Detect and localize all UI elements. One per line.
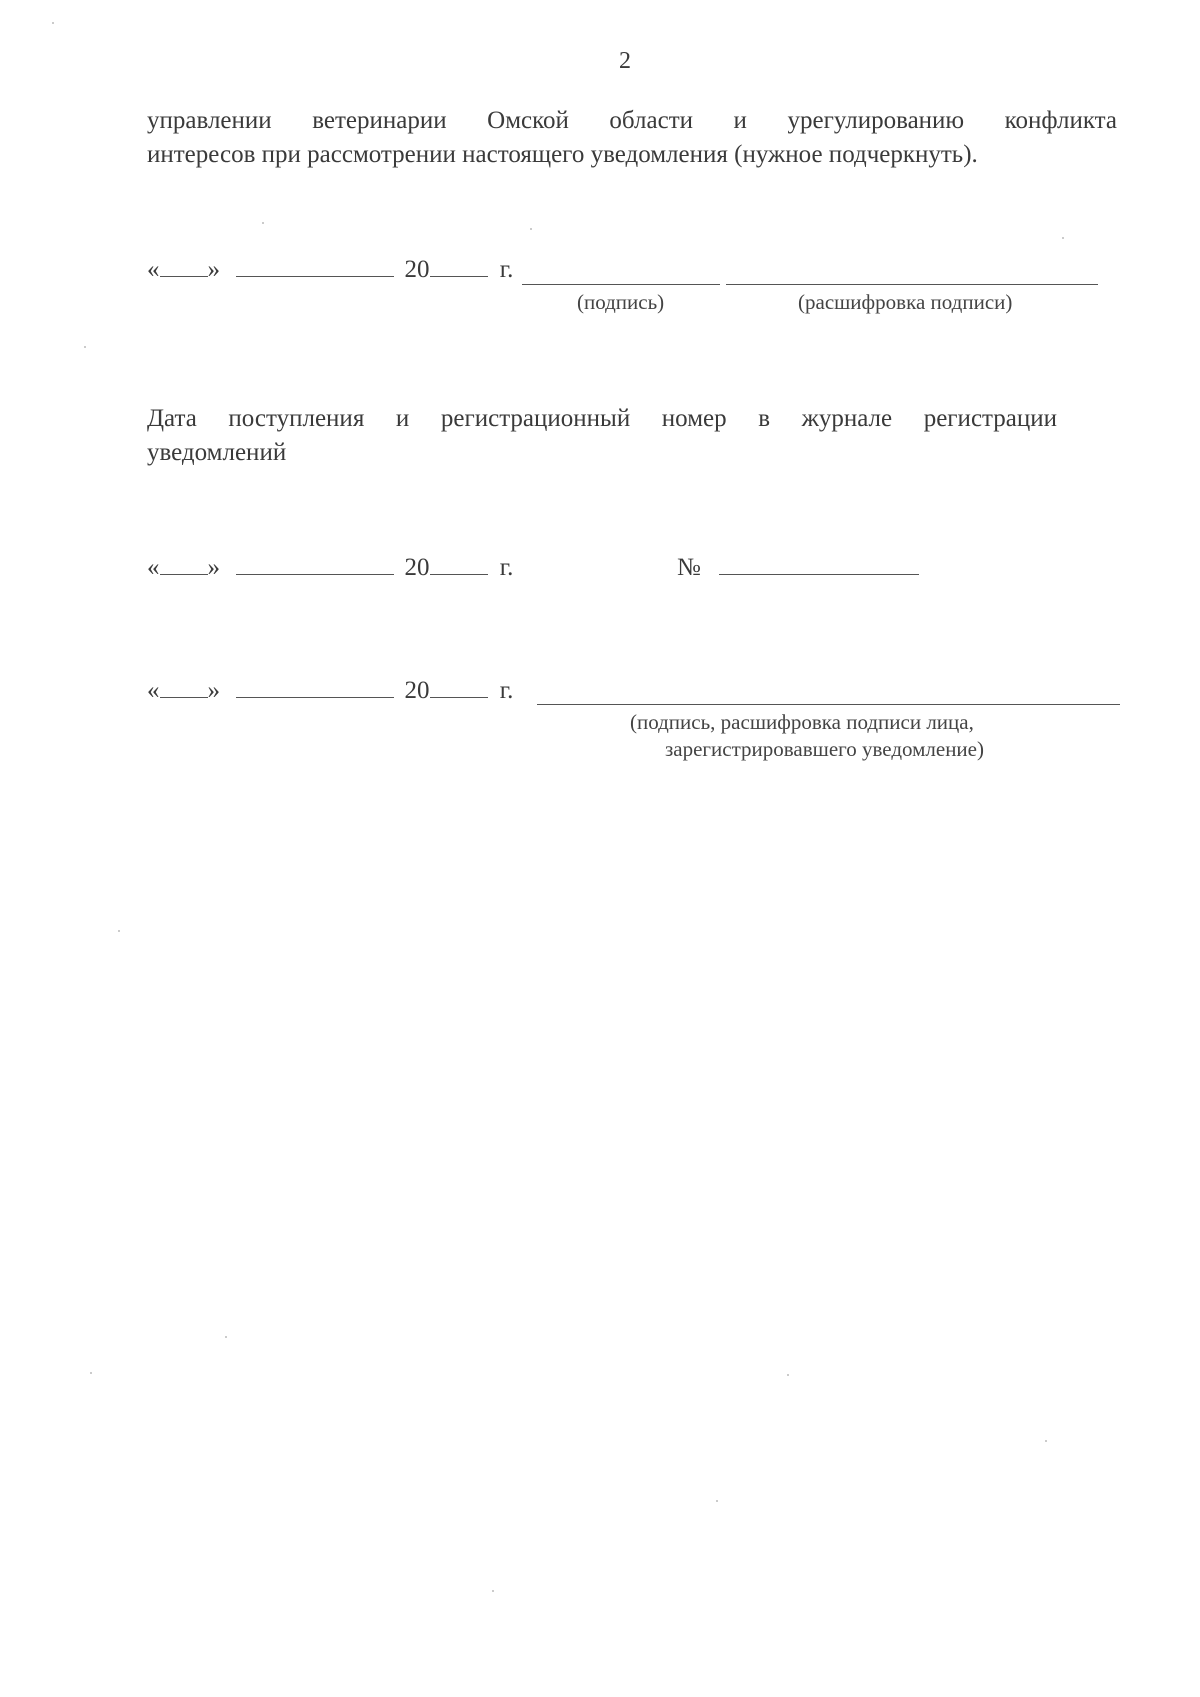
paragraph-intro [147,104,1117,138]
registration-number [677,554,919,582]
decoding-caption: (расшифровка подписи) [798,290,1013,314]
scan-speck [716,1500,718,1502]
paragraph-intro-line-1: управлении ветеринарии Омской области и урегулированию конфликта [147,107,1117,134]
paragraph-intro-line-2: интересов при рассмотрении настоящего уведомления (нужное подчеркнуть). [147,141,978,168]
day-blank[interactable] [160,697,208,698]
scan-speck [118,930,120,932]
scan-speck [225,1336,227,1338]
date-row-registration [147,554,513,582]
month-blank[interactable] [236,276,394,277]
registration-number-blank[interactable] [719,574,919,575]
year-blank[interactable] [430,697,488,698]
scan-speck [90,1372,92,1374]
date-row-applicant [147,256,513,284]
date-row-registrar [147,677,513,705]
scan-speck [262,222,264,224]
year-blank[interactable] [430,276,488,277]
scan-speck [492,1590,494,1592]
close-quote: » [207,554,220,581]
day-blank[interactable] [160,276,208,277]
registrar-caption-line-1: (подпись, расшифровка подписи лица, [630,710,974,734]
number-sign: № [677,554,701,581]
registration-line-1: Дата поступления и регистрационный номер в журнале регистрации [147,405,1057,432]
year-prefix: 20 [404,677,430,704]
scan-speck [1062,237,1064,239]
open-quote: « [147,256,160,283]
month-blank[interactable] [236,574,394,575]
registration-text-2 [147,436,286,470]
signature-blank[interactable] [522,284,720,285]
year-suffix: г. [499,256,514,283]
year-prefix: 20 [404,554,430,581]
scan-speck [84,346,86,348]
open-quote: « [147,677,160,704]
close-quote: » [207,256,220,283]
signature-decoding-blank[interactable] [726,284,1098,285]
registrar-caption-line-2: зарегистрировавшего уведомление) [665,737,984,761]
year-suffix: г. [499,677,514,704]
year-suffix: г. [499,554,514,581]
scan-speck [52,22,54,24]
scan-speck [787,1374,789,1376]
registration-line-2: уведомлений [147,439,287,466]
month-blank[interactable] [236,697,394,698]
scan-speck [530,228,532,230]
paragraph-intro-2 [147,138,978,172]
registration-text [147,402,1057,436]
page-number: 2 [619,48,631,74]
day-blank[interactable] [160,574,208,575]
registrar-signature-blank[interactable] [537,704,1120,705]
year-blank[interactable] [430,574,488,575]
signature-caption: (подпись) [577,290,665,314]
close-quote: » [207,677,220,704]
scan-speck [1045,1440,1047,1442]
open-quote: « [147,554,160,581]
year-prefix: 20 [404,256,430,283]
